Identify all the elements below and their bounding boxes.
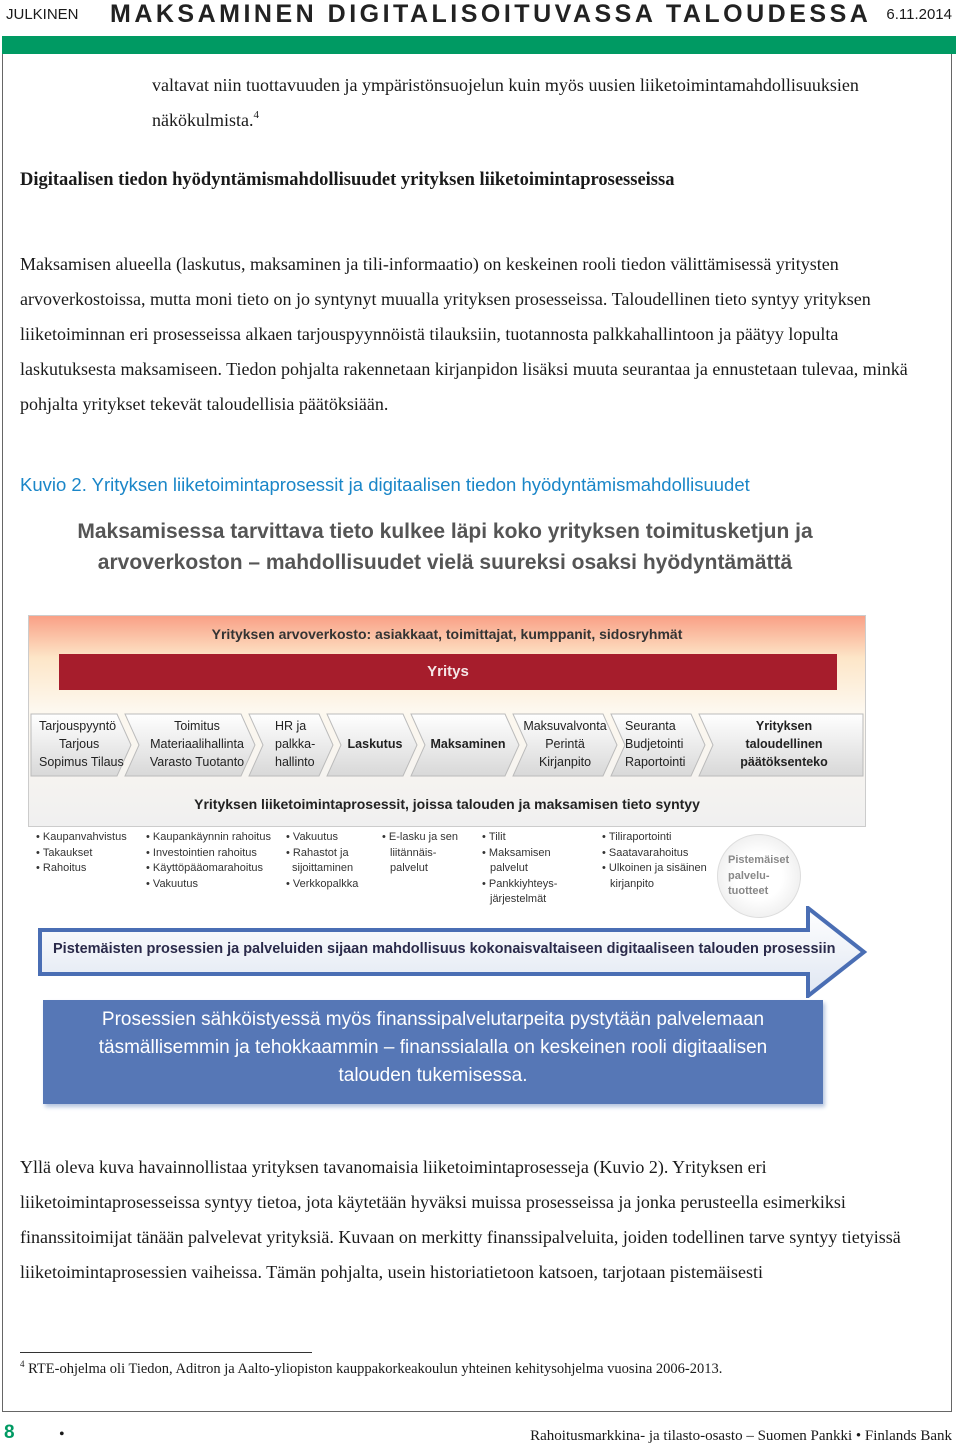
service-item: sijoittaminen [292,862,354,874]
value-network-label: Yrityksen arvoverkosto: asiakkaat, toimittajat, kumppanit, sidosryhmät [211,626,683,642]
service-item: • Rahoitus [36,861,127,877]
service-item: • Käyttöpääomarahoitus [146,861,271,877]
process-line: Sopimus Tilaus [39,755,124,769]
figure-title [60,516,830,578]
service-item: • Investointien rahoitus [146,846,271,862]
service-item: • Tilit [482,830,557,846]
process-line: hallinto [275,755,315,769]
service-item: • Rahastot ja [286,846,358,862]
service-item: • Kaupankäynnin rahoitus [146,830,271,846]
process-line: päätöksenteko [740,755,828,769]
process-line: HR ja [275,719,307,733]
process-line: Seuranta [625,719,676,733]
service-item: • Ulkoinen ja sisäinen [602,861,707,877]
process-quote-order [39,712,129,776]
services-column [146,830,271,892]
process-line: Budjetointi [625,737,684,751]
figure-title-line-1: Maksamisessa tarvittava tieto kulkee läpi koko yrityksen toimitusketjun ja [77,520,813,543]
box-line: täsmällisemmin ja tehokkaammin – finanssialalla on keskeinen rooli digitaalisen [98,1037,768,1058]
figure-title-line-2: arvoverkoston – mahdollisuudet vielä suureksi osaksi hyödyntämättä [97,551,793,574]
point-services-line: Pistemäiset [728,854,790,866]
footnote [20,1361,722,1378]
process-monitoring-collection [519,712,611,776]
footer-text: Rahoitusmarkkina- ja tilasto-osasto – Suomen Pankki • Finlands Bank [530,1428,952,1444]
paragraph-2: Yllä oleva kuva havainnollistaa yrityksen tavanomaisia liiketoimintaprosesseja (Kuvio 2). Yrityksen eri liiketoimintaprosesseissa syntyy tietoa, jota käytetään hyväksi muissa prosesseissa ja jonka perusteella esimerkiksi finanssitoimijat tänään palvelevat yrityksiä. Kuvaan on merkitty finanssipalveluita, joiden todellinen tarve syntyy tietyissä liiketoimintaprosessien vaiheissa. Tämän pohjalta, usein historiatietoon katsoen, tarjotaan pistemäisesti [20,1157,901,1282]
process-reporting [625,712,697,776]
process-delivery [141,712,253,776]
point-services-line: tuotteet [728,885,769,897]
process-line: palkka- [275,737,316,751]
process-line [341,717,409,735]
footnote-text: RTE-ohjelma oli Tiedon, Aditron ja Aalto-yliopiston kauppakorkeakoulun yhteinen kehitysohjelma vuosina 2006-2013. [28,1361,723,1377]
figure-caption: Kuvio 2. Yrityksen liiketoimintaprosessit ja digitaalisen tiedon hyödyntämismahdollisuudet [20,474,750,495]
process-line: Tarjouspyyntö [39,719,117,733]
services-column [382,830,458,877]
process-line: Maksaminen [430,737,506,751]
document-date: 6.11.2014 [886,6,952,23]
footer-bullet: • [59,1426,65,1443]
process-line: Toimitus [174,719,220,733]
intro-paragraph [152,68,922,138]
document-title: MAKSAMINEN DIGITALISOITUVASSA TALOUDESSA [110,0,872,28]
processes-label: Yrityksen liiketoimintaprosessit, joissa talouden ja maksamisen tieto syntyy [194,796,700,812]
service-item: • Pankkiyhteys- [482,877,557,893]
process-decision-making [719,712,849,776]
service-item: • Verkkopalkka [286,877,358,893]
value-chain-panel [28,615,866,827]
section-heading: Digitaalisen tiedon hyödyntämismahdollisuudet yrityksen liiketoimintaprosesseissa [20,170,675,190]
intro-text: valtavat niin tuottavuuden ja ympäristönsuojelun kuin myös uusien liiketoimintamahdollisuuksien näkökulmista. [152,75,859,130]
arrow-label: Pistemäisten prosessien ja palveluiden sijaan mahdollisuus kokonaisvaltaiseen digitaaliseen talouden prosessiin [53,941,836,957]
process-line [425,717,511,735]
classification-label: JULKINEN [6,6,79,23]
service-item: • Maksamisen [482,846,557,862]
service-item: • Takaukset [36,846,127,862]
process-line: taloudellinen [745,737,823,751]
service-item: • E-lasku ja sen [382,830,458,846]
point-services-label [718,853,800,900]
service-item: järjestelmät [490,893,547,905]
service-item: liitännäis- [390,846,437,859]
page-number: 8 [4,1422,15,1443]
process-line: Maksuvalvonta [523,719,607,733]
service-item: • Tiliraportointi [602,830,707,846]
service-item: palvelut [490,862,528,874]
financial-role-box [43,1000,823,1104]
process-payment [425,712,511,776]
process-hr-payroll [275,712,335,776]
process-line: Materiaalihallinta [150,737,244,751]
service-item: • Vakuutus [286,830,358,846]
services-column [482,830,557,908]
service-item: • Kaupanvahvistus [36,830,127,846]
services-column [602,830,707,892]
paragraph-1: Maksamisen alueella (laskutus, maksaminen ja tili-informaatio) on keskeinen rooli tiedon välittämisessä yritysten arvoverkostoissa, mutta moni tieto on jo syntynyt muualla yrityksen prosesseissa. Taloudellinen tieto syntyy yrityksen liiketoiminnan eri prosesseissa alkaen tarjouspyynnöistä tilauksiin, tuotannosta palkkahallintoon ja päätyy lopulta laskutuksesta maksamiseen. Tiedon pohjalta rakennetaan kirjanpidon lisäksi muuta seurantaa ja ennustetaan tulevaa, minkä pohjalta yritykset tekevät taloudellisia päätöksiään. [20,254,908,414]
point-services-line: palvelu- [728,869,770,882]
process-line: Tarjous [59,737,100,751]
service-item: • Saatavarahoitus [602,846,707,862]
process-line: Perintä [545,737,585,751]
service-item: • Vakuutus [146,877,271,893]
process-line: Varasto Tuotanto [149,755,245,769]
process-line: Laskutus [347,737,403,751]
footnote-reference: 4 [253,109,259,121]
service-item: kirjanpito [610,877,655,890]
process-line: Raportointi [625,755,686,769]
service-item: palvelut [390,862,428,874]
company-bar: Yritys [59,654,837,690]
process-line: Yrityksen [755,719,813,733]
footnote-number: 4 [20,1359,25,1369]
services-column [36,830,127,877]
services-column [286,830,358,892]
header-bar [2,36,956,54]
box-line: talouden tukemisessa. [338,1065,528,1086]
box-line: Prosessien sähköistyessä myös finanssipalvelutarpeita pystytään palvelemaan [101,1009,765,1030]
process-invoicing [341,712,409,776]
footnote-divider [20,1352,312,1353]
process-line: Kirjanpito [538,755,592,769]
process-chevrons [29,712,865,780]
